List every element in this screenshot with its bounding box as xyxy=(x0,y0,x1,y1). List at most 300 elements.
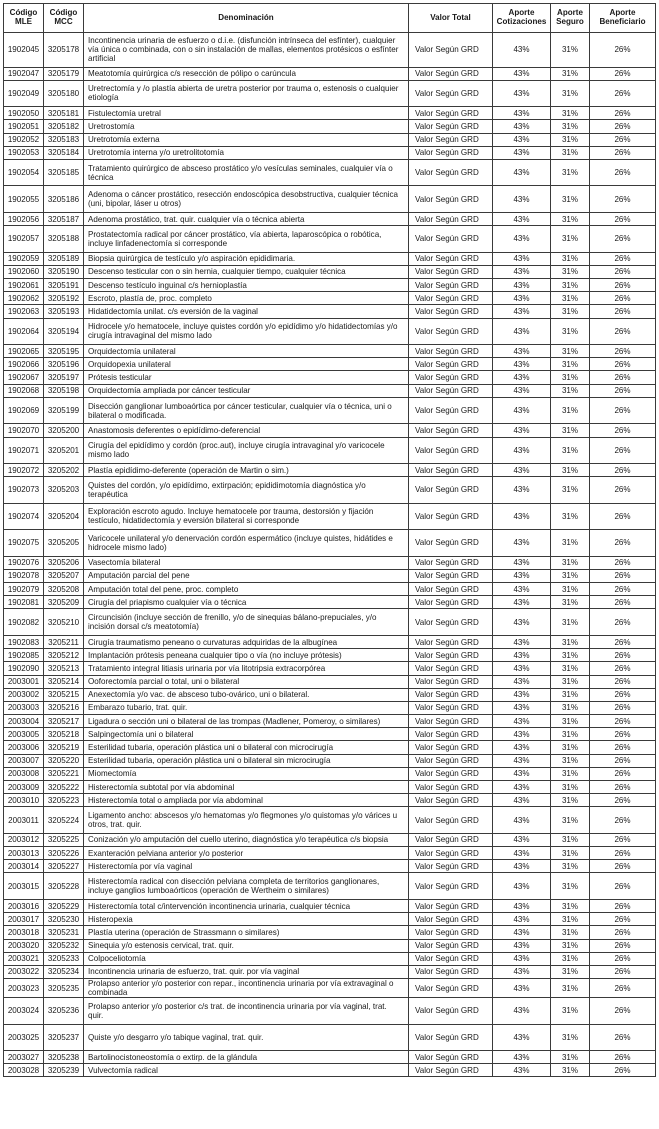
cell-valor-total: Valor Según GRD xyxy=(409,67,493,80)
cell-aporte-cotizaciones: 43% xyxy=(493,292,551,305)
cell-aporte-seguro: 31% xyxy=(551,1064,590,1077)
cell-codigo-mcc: 3205199 xyxy=(44,397,84,424)
cell-denominacion: Amputación parcial del pene xyxy=(84,569,409,582)
cell-codigo-mle: 2003009 xyxy=(4,781,44,794)
cell-aporte-seguro: 31% xyxy=(551,939,590,952)
table-row xyxy=(4,899,656,912)
cell-denominacion: Cirugía traumatismo peneano o curvaturas adquiridas de la albugínea xyxy=(84,635,409,648)
cell-codigo-mcc: 3205235 xyxy=(44,979,84,998)
cell-aporte-cotizaciones: 43% xyxy=(493,913,551,926)
cell-aporte-seguro: 31% xyxy=(551,649,590,662)
cell-aporte-seguro: 31% xyxy=(551,477,590,504)
cell-codigo-mcc: 3205202 xyxy=(44,464,84,477)
cell-aporte-beneficiario: 26% xyxy=(590,701,656,714)
cell-valor-total: Valor Según GRD xyxy=(409,675,493,688)
cell-aporte-beneficiario: 26% xyxy=(590,186,656,213)
cell-codigo-mle: 2003025 xyxy=(4,1024,44,1051)
table-row xyxy=(4,715,656,728)
cell-codigo-mle: 1902068 xyxy=(4,384,44,397)
cell-aporte-beneficiario: 26% xyxy=(590,807,656,834)
header-aporte-cotizaciones: Aporte Cotizaciones xyxy=(493,4,551,33)
cell-aporte-cotizaciones: 43% xyxy=(493,556,551,569)
table-row xyxy=(4,397,656,424)
table-row xyxy=(4,860,656,873)
cell-aporte-cotizaciones: 43% xyxy=(493,305,551,318)
cell-denominacion: Prolapso anterior y/o posterior con repar., incontinencia urinaria por vía extravaginal o combinada xyxy=(84,979,409,998)
cell-aporte-beneficiario: 26% xyxy=(590,437,656,464)
cell-aporte-seguro: 31% xyxy=(551,754,590,767)
cell-valor-total: Valor Según GRD xyxy=(409,318,493,345)
cell-codigo-mcc: 3205219 xyxy=(44,741,84,754)
cell-codigo-mle: 1902049 xyxy=(4,80,44,107)
cell-aporte-beneficiario: 26% xyxy=(590,107,656,120)
cell-codigo-mcc: 3205189 xyxy=(44,252,84,265)
cell-aporte-beneficiario: 26% xyxy=(590,965,656,978)
table-row xyxy=(4,596,656,609)
cell-codigo-mle: 1902051 xyxy=(4,120,44,133)
cell-aporte-beneficiario: 26% xyxy=(590,345,656,358)
cell-valor-total: Valor Según GRD xyxy=(409,998,493,1025)
cell-denominacion: Uretrotomía externa xyxy=(84,133,409,146)
cell-aporte-cotizaciones: 43% xyxy=(493,1064,551,1077)
cell-aporte-beneficiario: 26% xyxy=(590,318,656,345)
cell-aporte-beneficiario: 26% xyxy=(590,741,656,754)
cell-aporte-cotizaciones: 43% xyxy=(493,649,551,662)
cell-codigo-mle: 2003004 xyxy=(4,715,44,728)
table-row xyxy=(4,913,656,926)
cell-denominacion: Hidrocele y/o hematocele, incluye quistes cordón y/o epidídimo y/o hidatidectomías y/o cirugía intravaginal del mismo lado xyxy=(84,318,409,345)
cell-valor-total: Valor Según GRD xyxy=(409,1024,493,1051)
table-row xyxy=(4,952,656,965)
cell-aporte-beneficiario: 26% xyxy=(590,583,656,596)
table-row xyxy=(4,767,656,780)
cell-aporte-cotizaciones: 43% xyxy=(493,767,551,780)
cell-codigo-mle: 2003005 xyxy=(4,728,44,741)
table-row xyxy=(4,464,656,477)
cell-valor-total: Valor Según GRD xyxy=(409,146,493,159)
cell-aporte-seguro: 31% xyxy=(551,503,590,530)
cell-codigo-mle: 1902090 xyxy=(4,662,44,675)
cell-codigo-mle: 2003003 xyxy=(4,701,44,714)
cell-aporte-cotizaciones: 43% xyxy=(493,345,551,358)
cell-denominacion: Vasectomía bilateral xyxy=(84,556,409,569)
cell-codigo-mcc: 3205223 xyxy=(44,794,84,807)
cell-valor-total: Valor Según GRD xyxy=(409,754,493,767)
cell-aporte-cotizaciones: 43% xyxy=(493,847,551,860)
header-denominacion: Denominación xyxy=(84,4,409,33)
cell-denominacion: Uretrectomía y /o plastía abierta de uretra posterior por trauma o, estenosis o cualquier etiología xyxy=(84,80,409,107)
cell-aporte-beneficiario: 26% xyxy=(590,292,656,305)
cell-aporte-seguro: 31% xyxy=(551,212,590,225)
cell-aporte-beneficiario: 26% xyxy=(590,146,656,159)
cell-valor-total: Valor Según GRD xyxy=(409,345,493,358)
cell-codigo-mle: 1902047 xyxy=(4,67,44,80)
cell-denominacion: Implantación prótesis peneana cualquier tipo o vía (no incluye prótesis) xyxy=(84,649,409,662)
cell-valor-total: Valor Según GRD xyxy=(409,212,493,225)
cell-aporte-cotizaciones: 43% xyxy=(493,265,551,278)
cell-aporte-beneficiario: 26% xyxy=(590,939,656,952)
cell-valor-total: Valor Según GRD xyxy=(409,583,493,596)
table-row xyxy=(4,358,656,371)
cell-aporte-seguro: 31% xyxy=(551,120,590,133)
cell-aporte-cotizaciones: 43% xyxy=(493,701,551,714)
cell-aporte-seguro: 31% xyxy=(551,464,590,477)
table-row xyxy=(4,569,656,582)
cell-codigo-mle: 1902081 xyxy=(4,596,44,609)
cell-codigo-mcc: 3205192 xyxy=(44,292,84,305)
cell-codigo-mle: 2003015 xyxy=(4,873,44,900)
table-row xyxy=(4,662,656,675)
table-row xyxy=(4,305,656,318)
cell-codigo-mle: 1902069 xyxy=(4,397,44,424)
cell-aporte-beneficiario: 26% xyxy=(590,926,656,939)
cell-valor-total: Valor Según GRD xyxy=(409,715,493,728)
cell-codigo-mle: 1902070 xyxy=(4,424,44,437)
cell-valor-total: Valor Según GRD xyxy=(409,159,493,186)
cell-denominacion: Quiste y/o desgarro y/o tabique vaginal, trat. quir. xyxy=(84,1024,409,1051)
cell-codigo-mle: 1902075 xyxy=(4,530,44,557)
cell-codigo-mle: 1902082 xyxy=(4,609,44,636)
cell-codigo-mle: 2003014 xyxy=(4,860,44,873)
cell-denominacion: Descenso testicular con o sin hernia, cualquier tiempo, cualquier técnica xyxy=(84,265,409,278)
cell-aporte-cotizaciones: 43% xyxy=(493,33,551,68)
cell-valor-total: Valor Según GRD xyxy=(409,807,493,834)
cell-aporte-beneficiario: 26% xyxy=(590,464,656,477)
cell-aporte-cotizaciones: 43% xyxy=(493,503,551,530)
cell-denominacion: Esterilidad tubaria, operación plástica uni o bilateral sin microcirugía xyxy=(84,754,409,767)
cell-codigo-mcc: 3205200 xyxy=(44,424,84,437)
cell-aporte-beneficiario: 26% xyxy=(590,794,656,807)
cell-aporte-cotizaciones: 43% xyxy=(493,1024,551,1051)
cell-codigo-mcc: 3205186 xyxy=(44,186,84,213)
cell-codigo-mcc: 3205196 xyxy=(44,358,84,371)
cell-aporte-beneficiario: 26% xyxy=(590,833,656,846)
cell-valor-total: Valor Según GRD xyxy=(409,397,493,424)
table-row xyxy=(4,1064,656,1077)
cell-aporte-beneficiario: 26% xyxy=(590,397,656,424)
cell-denominacion: Exanteración pelviana anterior y/o posterior xyxy=(84,847,409,860)
cell-aporte-cotizaciones: 43% xyxy=(493,477,551,504)
table-row xyxy=(4,252,656,265)
cell-denominacion: Circuncisión (incluye sección de frenillo, y/o de sinequias bálano-prepuciales, y/o incisión dorsal c/s meatotomía) xyxy=(84,609,409,636)
table-row xyxy=(4,503,656,530)
cell-aporte-cotizaciones: 43% xyxy=(493,358,551,371)
cell-aporte-cotizaciones: 43% xyxy=(493,926,551,939)
cell-aporte-cotizaciones: 43% xyxy=(493,583,551,596)
cell-aporte-beneficiario: 26% xyxy=(590,424,656,437)
table-row xyxy=(4,873,656,900)
cell-codigo-mcc: 3205224 xyxy=(44,807,84,834)
table-row xyxy=(4,80,656,107)
cell-aporte-seguro: 31% xyxy=(551,794,590,807)
cell-denominacion: Salpingectomía uni o bilateral xyxy=(84,728,409,741)
cell-aporte-seguro: 31% xyxy=(551,33,590,68)
cell-codigo-mcc: 3205193 xyxy=(44,305,84,318)
cell-aporte-beneficiario: 26% xyxy=(590,120,656,133)
cell-denominacion: Orquidectomía ampliada por cáncer testicular xyxy=(84,384,409,397)
table-row xyxy=(4,265,656,278)
cell-aporte-cotizaciones: 43% xyxy=(493,860,551,873)
cell-denominacion: Anexectomía y/o vac. de absceso tubo-ovárico, uni o bilateral. xyxy=(84,688,409,701)
cell-denominacion: Esterilidad tubaria, operación plástica uni o bilateral con microcirugía xyxy=(84,741,409,754)
cell-codigo-mle: 2003017 xyxy=(4,913,44,926)
table-row xyxy=(4,781,656,794)
cell-codigo-mle: 1902057 xyxy=(4,226,44,253)
cell-aporte-cotizaciones: 43% xyxy=(493,715,551,728)
cell-aporte-beneficiario: 26% xyxy=(590,358,656,371)
table-row xyxy=(4,807,656,834)
header-valor-total: Valor Total xyxy=(409,4,493,33)
cell-valor-total: Valor Según GRD xyxy=(409,265,493,278)
table-row xyxy=(4,371,656,384)
cell-aporte-cotizaciones: 43% xyxy=(493,609,551,636)
cell-codigo-mcc: 3205229 xyxy=(44,899,84,912)
table-row xyxy=(4,688,656,701)
cell-valor-total: Valor Según GRD xyxy=(409,279,493,292)
table-row xyxy=(4,120,656,133)
cell-aporte-beneficiario: 26% xyxy=(590,998,656,1025)
cell-aporte-seguro: 31% xyxy=(551,437,590,464)
cell-codigo-mcc: 3205191 xyxy=(44,279,84,292)
cell-denominacion: Colpoceliotomía xyxy=(84,952,409,965)
cell-codigo-mle: 1902061 xyxy=(4,279,44,292)
cell-aporte-cotizaciones: 43% xyxy=(493,186,551,213)
table-row xyxy=(4,847,656,860)
cell-aporte-beneficiario: 26% xyxy=(590,873,656,900)
cell-codigo-mcc: 3205183 xyxy=(44,133,84,146)
cell-aporte-seguro: 31% xyxy=(551,952,590,965)
cell-codigo-mcc: 3205237 xyxy=(44,1024,84,1051)
cell-aporte-seguro: 31% xyxy=(551,715,590,728)
cell-codigo-mle: 2003016 xyxy=(4,899,44,912)
cell-aporte-cotizaciones: 43% xyxy=(493,873,551,900)
cell-aporte-cotizaciones: 43% xyxy=(493,146,551,159)
cell-aporte-cotizaciones: 43% xyxy=(493,159,551,186)
cell-aporte-cotizaciones: 43% xyxy=(493,397,551,424)
cell-codigo-mcc: 3205212 xyxy=(44,649,84,662)
cell-aporte-cotizaciones: 43% xyxy=(493,979,551,998)
cell-aporte-cotizaciones: 43% xyxy=(493,120,551,133)
cell-codigo-mle: 1902083 xyxy=(4,635,44,648)
cell-aporte-seguro: 31% xyxy=(551,424,590,437)
cell-denominacion: Fistulectomía uretral xyxy=(84,107,409,120)
cell-codigo-mcc: 3205215 xyxy=(44,688,84,701)
cell-valor-total: Valor Según GRD xyxy=(409,899,493,912)
cell-valor-total: Valor Según GRD xyxy=(409,292,493,305)
table-row xyxy=(4,741,656,754)
cell-codigo-mcc: 3205216 xyxy=(44,701,84,714)
cell-valor-total: Valor Según GRD xyxy=(409,371,493,384)
cell-codigo-mcc: 3205213 xyxy=(44,662,84,675)
cell-denominacion: Escroto, plastía de, proc. completo xyxy=(84,292,409,305)
cell-aporte-cotizaciones: 43% xyxy=(493,728,551,741)
cell-aporte-seguro: 31% xyxy=(551,279,590,292)
cell-valor-total: Valor Según GRD xyxy=(409,120,493,133)
cell-aporte-seguro: 31% xyxy=(551,305,590,318)
cell-codigo-mle: 1902079 xyxy=(4,583,44,596)
cell-denominacion: Ooforectomía parcial o total, uni o bilateral xyxy=(84,675,409,688)
table-row xyxy=(4,477,656,504)
cell-aporte-beneficiario: 26% xyxy=(590,596,656,609)
cell-denominacion: Histerectomía por vía vaginal xyxy=(84,860,409,873)
cell-aporte-seguro: 31% xyxy=(551,358,590,371)
cell-codigo-mle: 2003022 xyxy=(4,965,44,978)
cell-valor-total: Valor Según GRD xyxy=(409,847,493,860)
cell-valor-total: Valor Según GRD xyxy=(409,635,493,648)
cell-aporte-seguro: 31% xyxy=(551,1024,590,1051)
cell-valor-total: Valor Según GRD xyxy=(409,437,493,464)
cell-codigo-mcc: 3205230 xyxy=(44,913,84,926)
cell-codigo-mcc: 3205211 xyxy=(44,635,84,648)
cell-valor-total: Valor Según GRD xyxy=(409,662,493,675)
cell-denominacion: Incontinencia urinaria de esfuerzo, trat. quir. por vía vaginal xyxy=(84,965,409,978)
cell-codigo-mle: 1902052 xyxy=(4,133,44,146)
cell-aporte-seguro: 31% xyxy=(551,860,590,873)
cell-denominacion: Vulvectomía radical xyxy=(84,1064,409,1077)
cell-aporte-seguro: 31% xyxy=(551,583,590,596)
cell-aporte-cotizaciones: 43% xyxy=(493,675,551,688)
cell-aporte-beneficiario: 26% xyxy=(590,847,656,860)
cell-denominacion: Hidatidectomía unilat. c/s eversión de la vaginal xyxy=(84,305,409,318)
table-row xyxy=(4,926,656,939)
cell-codigo-mcc: 3205210 xyxy=(44,609,84,636)
table-body xyxy=(4,33,656,1077)
cell-aporte-cotizaciones: 43% xyxy=(493,833,551,846)
cell-aporte-seguro: 31% xyxy=(551,186,590,213)
cell-valor-total: Valor Según GRD xyxy=(409,833,493,846)
cell-codigo-mle: 2003020 xyxy=(4,939,44,952)
table-row xyxy=(4,1024,656,1051)
cell-aporte-cotizaciones: 43% xyxy=(493,279,551,292)
table-row xyxy=(4,186,656,213)
cell-denominacion: Histeropexia xyxy=(84,913,409,926)
cell-codigo-mcc: 3205238 xyxy=(44,1051,84,1064)
cell-aporte-beneficiario: 26% xyxy=(590,530,656,557)
cell-codigo-mle: 2003002 xyxy=(4,688,44,701)
cell-valor-total: Valor Según GRD xyxy=(409,649,493,662)
cell-codigo-mcc: 3205221 xyxy=(44,767,84,780)
cell-aporte-beneficiario: 26% xyxy=(590,305,656,318)
cell-denominacion: Meatotomía quirúrgica c/s resección de pólipo o carúncula xyxy=(84,67,409,80)
cell-aporte-seguro: 31% xyxy=(551,569,590,582)
cell-denominacion: Histerectomía subtotal por vía abdominal xyxy=(84,781,409,794)
cell-codigo-mcc: 3205206 xyxy=(44,556,84,569)
cell-codigo-mle: 1902053 xyxy=(4,146,44,159)
table-row xyxy=(4,107,656,120)
cell-aporte-seguro: 31% xyxy=(551,107,590,120)
cell-aporte-cotizaciones: 43% xyxy=(493,662,551,675)
cell-aporte-beneficiario: 26% xyxy=(590,503,656,530)
cell-codigo-mle: 2003012 xyxy=(4,833,44,846)
cell-aporte-seguro: 31% xyxy=(551,688,590,701)
cell-aporte-seguro: 31% xyxy=(551,979,590,998)
cell-aporte-cotizaciones: 43% xyxy=(493,107,551,120)
cell-codigo-mle: 2003021 xyxy=(4,952,44,965)
cell-valor-total: Valor Según GRD xyxy=(409,477,493,504)
table-row xyxy=(4,649,656,662)
cell-valor-total: Valor Según GRD xyxy=(409,873,493,900)
cell-valor-total: Valor Según GRD xyxy=(409,503,493,530)
cell-codigo-mle: 1902072 xyxy=(4,464,44,477)
cell-denominacion: Histerectomía total o ampliada por vía abdominal xyxy=(84,794,409,807)
cell-denominacion: Exploración escroto agudo. Incluye hematocele por trauma, destorsión y fijación testículo, hidatidectomía y eversión bilateral si corresponde xyxy=(84,503,409,530)
table-row xyxy=(4,979,656,998)
cell-aporte-seguro: 31% xyxy=(551,833,590,846)
cell-codigo-mcc: 3205204 xyxy=(44,503,84,530)
cell-aporte-beneficiario: 26% xyxy=(590,265,656,278)
cell-valor-total: Valor Según GRD xyxy=(409,728,493,741)
cell-aporte-cotizaciones: 43% xyxy=(493,226,551,253)
cell-aporte-seguro: 31% xyxy=(551,318,590,345)
cell-aporte-beneficiario: 26% xyxy=(590,80,656,107)
cell-valor-total: Valor Según GRD xyxy=(409,252,493,265)
cell-aporte-cotizaciones: 43% xyxy=(493,569,551,582)
cell-aporte-beneficiario: 26% xyxy=(590,952,656,965)
cell-denominacion: Prótesis testicular xyxy=(84,371,409,384)
cell-denominacion: Ligamento ancho: abscesos y/o hematomas y/o flegmones y/o quistomas y/o várices u otros, trat. quir. xyxy=(84,807,409,834)
cell-aporte-beneficiario: 26% xyxy=(590,913,656,926)
cell-denominacion: Biopsia quirúrgica de testículo y/o aspiración epididimaria. xyxy=(84,252,409,265)
table-row xyxy=(4,833,656,846)
header-row xyxy=(4,4,656,33)
cell-denominacion: Prolapso anterior y/o posterior c/s trat. de incontinencia urinaria por vía vaginal, trat. quir. xyxy=(84,998,409,1025)
table-row xyxy=(4,530,656,557)
cell-codigo-mle: 1902078 xyxy=(4,569,44,582)
cell-valor-total: Valor Según GRD xyxy=(409,384,493,397)
cell-denominacion: Uretrostomía xyxy=(84,120,409,133)
cell-aporte-seguro: 31% xyxy=(551,807,590,834)
cell-codigo-mcc: 3205187 xyxy=(44,212,84,225)
cell-codigo-mcc: 3205218 xyxy=(44,728,84,741)
cell-codigo-mle: 1902076 xyxy=(4,556,44,569)
cell-aporte-beneficiario: 26% xyxy=(590,384,656,397)
cell-aporte-beneficiario: 26% xyxy=(590,649,656,662)
cell-denominacion: Plastía epidídimo-deferente (operación de Martin o sim.) xyxy=(84,464,409,477)
cell-codigo-mle: 2003001 xyxy=(4,675,44,688)
cell-codigo-mle: 1902063 xyxy=(4,305,44,318)
cell-valor-total: Valor Según GRD xyxy=(409,781,493,794)
cell-aporte-cotizaciones: 43% xyxy=(493,688,551,701)
cell-denominacion: Anastomosis deferentes o epidídimo-deferencial xyxy=(84,424,409,437)
cell-codigo-mle: 1902055 xyxy=(4,186,44,213)
cell-codigo-mcc: 3205184 xyxy=(44,146,84,159)
cell-codigo-mle: 2003024 xyxy=(4,998,44,1025)
table-row xyxy=(4,424,656,437)
table-row xyxy=(4,635,656,648)
cell-codigo-mcc: 3205198 xyxy=(44,384,84,397)
table-header xyxy=(4,4,656,33)
header-codigo-mle: Código MLE xyxy=(4,4,44,33)
cell-aporte-seguro: 31% xyxy=(551,913,590,926)
cell-codigo-mcc: 3205208 xyxy=(44,583,84,596)
cell-aporte-seguro: 31% xyxy=(551,965,590,978)
cell-aporte-beneficiario: 26% xyxy=(590,477,656,504)
cell-aporte-cotizaciones: 43% xyxy=(493,80,551,107)
cell-aporte-cotizaciones: 43% xyxy=(493,807,551,834)
cell-denominacion: Bartolinocistoneostomía o extirp. de la glándula xyxy=(84,1051,409,1064)
table-row xyxy=(4,701,656,714)
table-row xyxy=(4,965,656,978)
cell-codigo-mcc: 3205226 xyxy=(44,847,84,860)
cell-codigo-mcc: 3205227 xyxy=(44,860,84,873)
cell-aporte-beneficiario: 26% xyxy=(590,635,656,648)
cell-aporte-seguro: 31% xyxy=(551,635,590,648)
cell-aporte-beneficiario: 26% xyxy=(590,781,656,794)
cell-codigo-mcc: 3205225 xyxy=(44,833,84,846)
table-row xyxy=(4,226,656,253)
cell-valor-total: Valor Según GRD xyxy=(409,569,493,582)
table-row xyxy=(4,583,656,596)
